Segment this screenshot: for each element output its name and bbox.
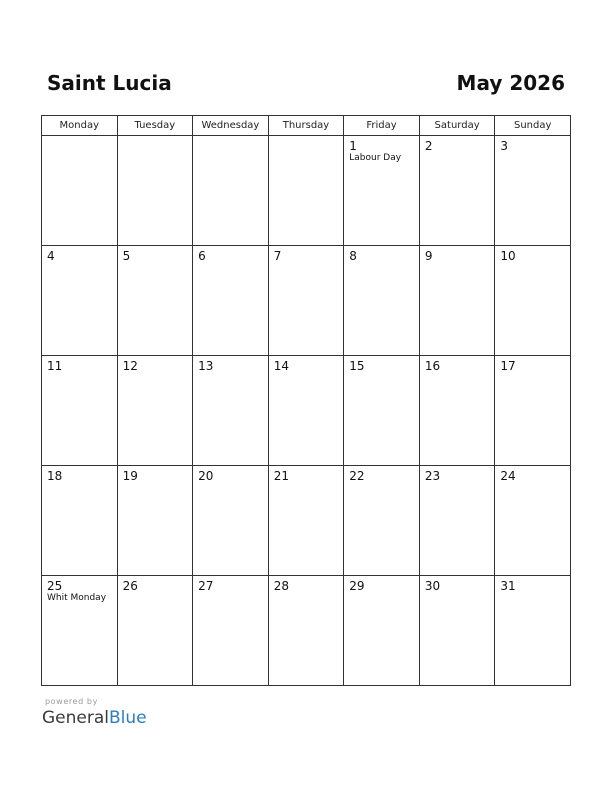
- day-number: 7: [273, 249, 282, 263]
- generalblue-logo[interactable]: [42, 707, 147, 729]
- empty-day-cell: [117, 136, 193, 246]
- day-number: 31: [500, 579, 516, 593]
- calendar-grid: [41, 115, 571, 686]
- day-number: 14: [273, 359, 289, 373]
- day-cell: [344, 576, 420, 686]
- day-number: 26: [122, 579, 138, 593]
- day-cell: [42, 356, 118, 466]
- day-cell: [419, 356, 495, 466]
- day-number: 21: [273, 469, 289, 483]
- month-year-title: May 2026: [456, 71, 565, 95]
- day-cell: [344, 466, 420, 576]
- powered-by-text: powered by: [45, 697, 98, 706]
- logo-blue-text: Blue: [109, 708, 147, 728]
- weekday-monday: Monday: [42, 116, 118, 136]
- day-number: 2: [424, 139, 433, 153]
- weekday-wednesday: Wednesday: [193, 116, 269, 136]
- day-cell: [117, 356, 193, 466]
- day-cell: [419, 576, 495, 686]
- day-cell: [419, 466, 495, 576]
- day-cell: [419, 246, 495, 356]
- day-cell: [344, 356, 420, 466]
- week-row: [42, 356, 571, 466]
- day-cell: [193, 466, 269, 576]
- week-row: [42, 466, 571, 576]
- day-cell: [117, 576, 193, 686]
- day-number: 3: [500, 139, 509, 153]
- week-row: [42, 576, 571, 686]
- day-number: 24: [500, 469, 516, 483]
- day-number: 9: [424, 249, 433, 263]
- weekday-saturday: Saturday: [419, 116, 495, 136]
- day-cell: [495, 246, 571, 356]
- day-number: 6: [198, 249, 206, 263]
- day-cell: [268, 356, 344, 466]
- day-number: 18: [47, 469, 63, 483]
- day-cell: [42, 466, 118, 576]
- day-cell: [42, 246, 118, 356]
- day-number: 19: [122, 469, 138, 483]
- day-cell: [193, 246, 269, 356]
- day-number: 5: [122, 249, 131, 263]
- day-cell: [268, 466, 344, 576]
- weekday-thursday: Thursday: [268, 116, 344, 136]
- week-row: [42, 246, 571, 356]
- day-cell: [193, 356, 269, 466]
- empty-day-cell: [268, 136, 344, 246]
- day-number: 4: [47, 249, 55, 263]
- day-number: 20: [198, 469, 214, 483]
- logo-general-text: General: [42, 708, 109, 728]
- day-cell: [495, 136, 571, 246]
- day-cell: [117, 246, 193, 356]
- day-number: 12: [122, 359, 138, 373]
- empty-day-cell: [193, 136, 269, 246]
- empty-day-cell: [42, 136, 118, 246]
- day-number: 27: [198, 579, 214, 593]
- holiday-label: Labour Day: [349, 153, 402, 163]
- day-number: 28: [273, 579, 289, 593]
- day-number: 17: [500, 359, 516, 373]
- day-cell: [268, 576, 344, 686]
- weekday-friday: Friday: [344, 116, 420, 136]
- day-number: 8: [349, 249, 357, 263]
- day-cell: [419, 136, 495, 246]
- weekday-tuesday: Tuesday: [117, 116, 193, 136]
- day-number: 30: [424, 579, 441, 593]
- week-row: [42, 136, 571, 246]
- day-number: 25: [47, 579, 63, 593]
- day-cell: [117, 466, 193, 576]
- day-cell: [495, 466, 571, 576]
- day-number: 15: [349, 359, 365, 373]
- day-cell: [344, 136, 420, 246]
- day-number: 13: [198, 359, 214, 373]
- day-cell: [268, 246, 344, 356]
- day-cell: [495, 356, 571, 466]
- holiday-label: Whit Monday: [47, 593, 107, 603]
- weekday-header-row: [42, 116, 571, 136]
- weekday-sunday: Sunday: [495, 116, 571, 136]
- day-cell: [42, 576, 118, 686]
- day-cell: [495, 576, 571, 686]
- day-number: 16: [424, 359, 441, 373]
- day-number: 29: [349, 579, 365, 593]
- footer-branding: [42, 697, 147, 729]
- day-cell: [193, 576, 269, 686]
- day-number: 10: [500, 249, 516, 263]
- day-number: 11: [47, 359, 63, 373]
- day-number: 23: [424, 469, 441, 483]
- country-title: Saint Lucia: [47, 71, 172, 95]
- day-cell: [344, 246, 420, 356]
- day-number: 22: [349, 469, 365, 483]
- day-number: 1: [349, 139, 357, 153]
